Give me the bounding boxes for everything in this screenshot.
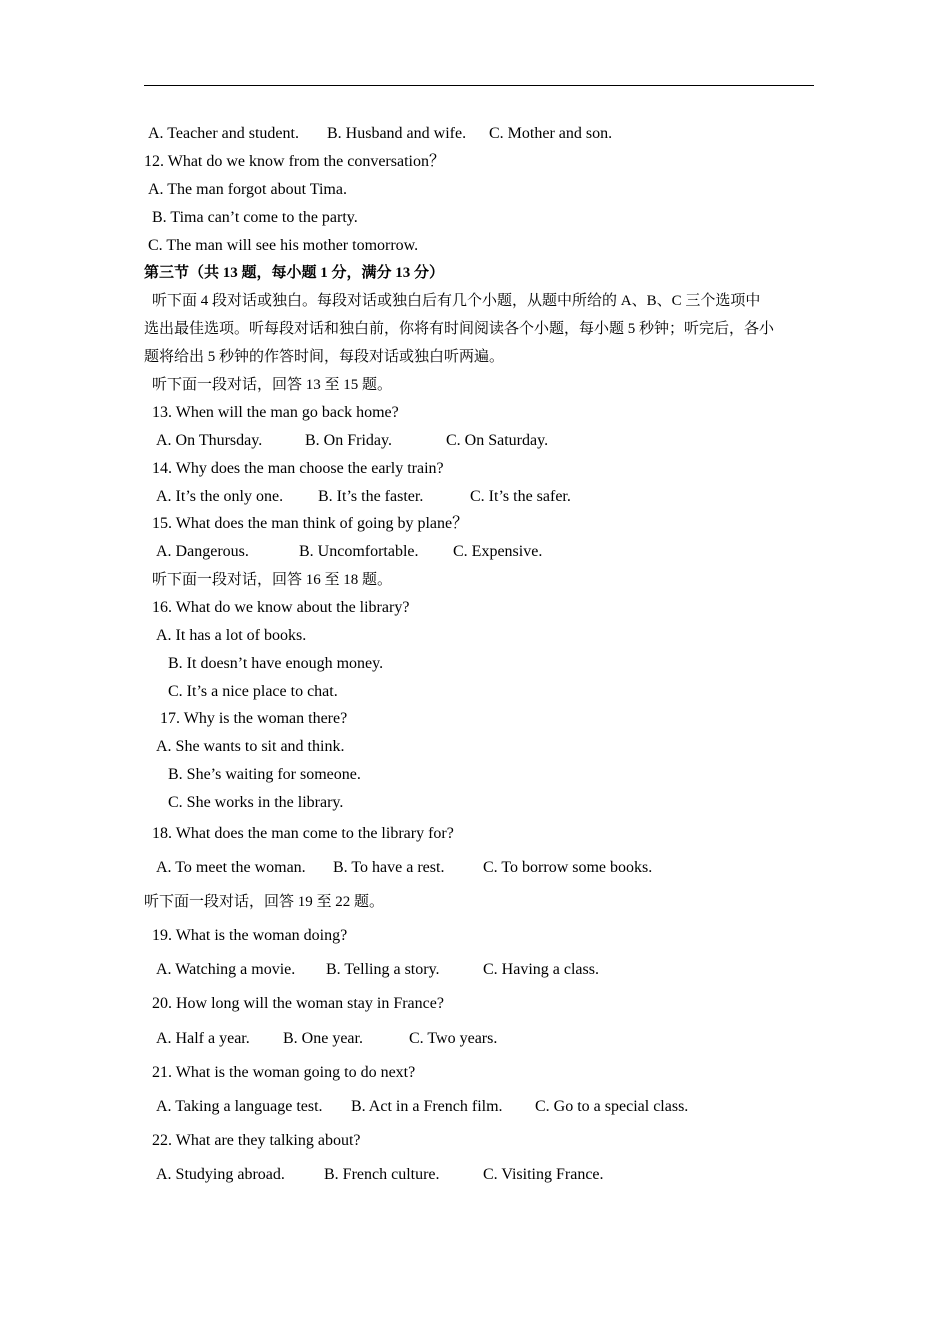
group3-prompt: 听下面一段对话，回答 19 至 22 题。 [144, 894, 385, 910]
q19-question: 19. What is the woman doing? [152, 927, 348, 944]
q22-option-a: A. Studying abroad. [156, 1166, 285, 1183]
q20-question: 20. How long will the woman stay in France? [152, 995, 444, 1012]
q11-option-b: B. Husband and wife. [327, 125, 467, 142]
q17-option-b: B. She’s waiting for someone. [168, 766, 361, 783]
q13-question: 13. When will the man go back home? [152, 404, 399, 421]
q12-option-c: C. The man will see his mother tomorrow. [148, 237, 419, 254]
q22-option-b: B. French culture. [324, 1166, 440, 1183]
q20-option-c: C. Two years. [409, 1030, 498, 1047]
q11-option-c: C. Mother and son. [489, 125, 613, 142]
q22-question: 22. What are they talking about? [152, 1132, 361, 1149]
q11-option-a: A. Teacher and student. [148, 125, 299, 142]
q15-question: 15. What does the man think of going by plane？ [152, 515, 469, 532]
q18-option-a: A. To meet the woman. [156, 859, 306, 876]
q14-question: 14. Why does the man choose the early train? [152, 460, 444, 477]
q12-option-a: A. The man forgot about Tima. [148, 181, 347, 198]
q15-option-c: C. Expensive. [453, 543, 543, 560]
q16-option-c: C. It’s a nice place to chat. [168, 683, 338, 700]
q16-option-a: A. It has a lot of books. [156, 627, 307, 644]
q13-option-c: C. On Saturday. [446, 432, 549, 449]
q12-question: 12. What do we know from the conversation？ [144, 153, 445, 170]
q22-options [156, 1165, 604, 1245]
instructions-line-2: 选出最佳选项。听每段对话和独白前，你将有时间阅读各个小题，每小题 5 秒钟；听完后，各小 [144, 321, 775, 337]
q19-option-b: B. Telling a story. [326, 961, 440, 978]
q18-option-b: B. To have a rest. [333, 859, 445, 876]
q17-question: 17. Why is the woman there? [160, 710, 348, 727]
q16-option-b: B. It doesn’t have enough money. [168, 655, 384, 672]
instructions-line-1: 听下面 4 段对话或独白。每段对话或独白后有几个小题，从题中所给的 A、B、C 三个选项中 [152, 293, 761, 309]
q21-option-c: C. Go to a special class. [535, 1098, 689, 1115]
q21-question: 21. What is the woman going to do next? [152, 1064, 416, 1081]
q21-option-a: A. Taking a language test. [156, 1098, 323, 1115]
q14-option-b: B. It’s the faster. [318, 488, 424, 505]
q22-option-c: C. Visiting France. [483, 1166, 604, 1183]
q18-question: 18. What does the man come to the library for? [152, 825, 454, 842]
q18-option-c: C. To borrow some books. [483, 859, 653, 876]
q19-option-c: C. Having a class. [483, 961, 599, 978]
section-heading: 第三节（共 13 题，每小题 1 分，满分 13 分） [144, 265, 445, 281]
q15-option-a: A. Dangerous. [156, 543, 249, 560]
header-rule [144, 85, 814, 86]
q20-option-b: B. One year. [283, 1030, 363, 1047]
q21-option-b: B. Act in a French film. [351, 1098, 503, 1115]
q17-option-a: A. She wants to sit and think. [156, 738, 345, 755]
q13-option-b: B. On Friday. [305, 432, 392, 449]
q20-option-a: A. Half a year. [156, 1030, 250, 1047]
q17-option-c: C. She works in the library. [168, 794, 344, 811]
q14-option-a: A. It’s the only one. [156, 488, 284, 505]
instructions-line-3: 题将给出 5 秒钟的作答时间，每段对话或独白听两遍。 [144, 349, 505, 365]
group2-prompt: 听下面一段对话，回答 16 至 18 题。 [152, 572, 393, 588]
group1-prompt: 听下面一段对话，回答 13 至 15 题。 [152, 377, 393, 393]
q19-option-a: A. Watching a movie. [156, 961, 296, 978]
q14-option-c: C. It’s the safer. [470, 488, 571, 505]
q13-option-a: A. On Thursday. [156, 432, 263, 449]
q15-option-b: B. Uncomfortable. [299, 543, 419, 560]
q12-option-b: B. Tima can’t come to the party. [152, 209, 358, 226]
q16-question: 16. What do we know about the library? [152, 599, 410, 616]
